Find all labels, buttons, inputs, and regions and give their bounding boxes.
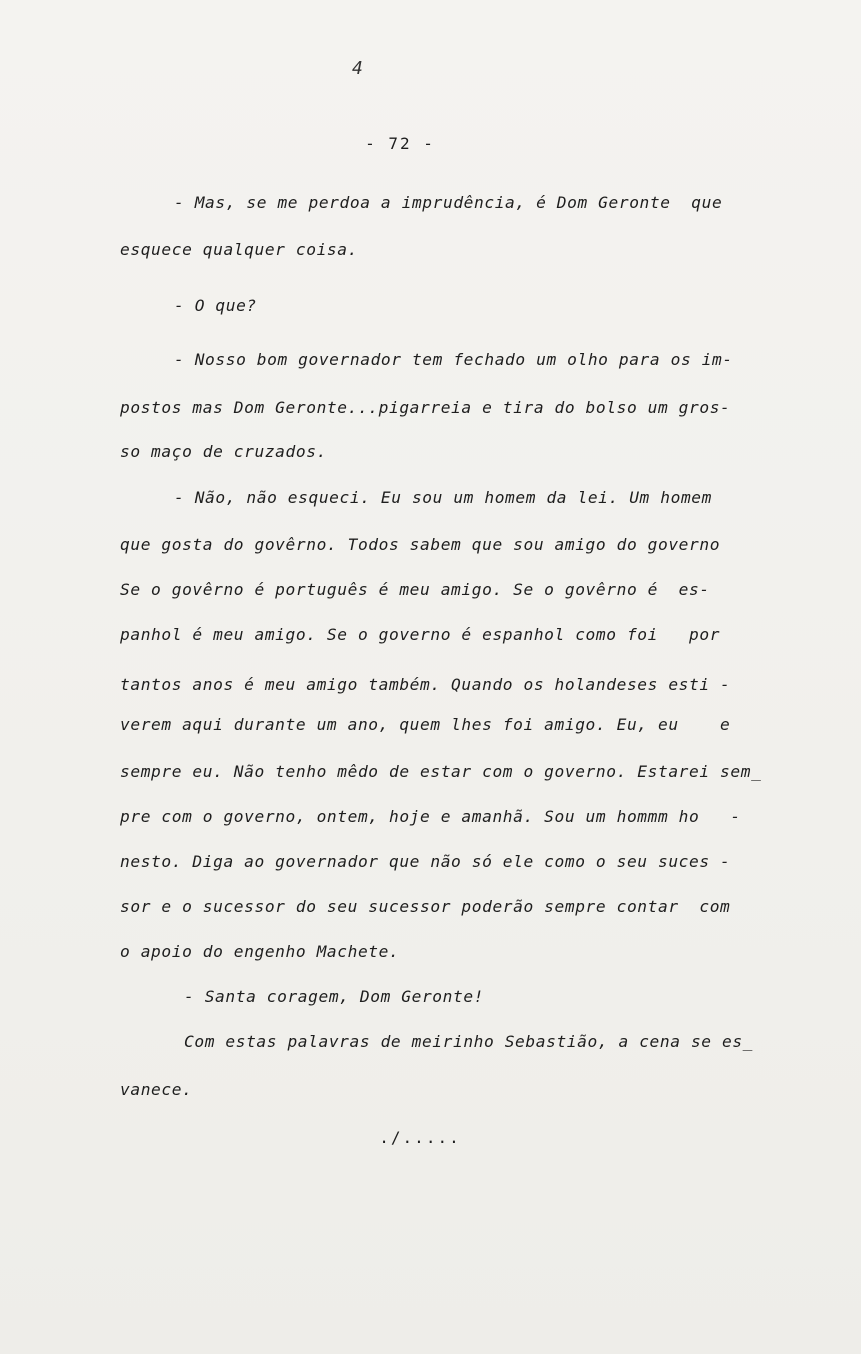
text-line-19: Com estas palavras de meirinho Sebastião, a cena se es_ (184, 1032, 754, 1051)
text-line-5: postos mas Dom Geronte...pigarreia e tira do bolso um gros- (120, 398, 731, 417)
text-line-8: que gosta do govêrno. Todos sabem que sou amigo do governo (120, 535, 721, 554)
text-line-16: sor e o sucessor do seu sucessor poderão sempre contar com (120, 897, 731, 916)
text-line-3: - O que? (174, 296, 257, 315)
text-line-20: vanece. (120, 1080, 193, 1099)
text-line-15: nesto. Diga ao governador que não só ele como o seu suces - (120, 852, 731, 871)
text-line-18: - Santa coragem, Dom Geronte! (184, 987, 485, 1006)
text-line-10: panhol é meu amigo. Se o governo é espanhol como foi por (120, 625, 721, 644)
text-line-11: tantos anos é meu amigo também. Quando os holandeses esti - (120, 675, 731, 694)
page-number: - 72 - (365, 134, 435, 153)
text-line-13: sempre eu. Não tenho mêdo de estar com o governo. Estarei sem_ (120, 762, 762, 781)
text-line-17: o apoio do engenho Machete. (120, 942, 400, 961)
text-line-6: so maço de cruzados. (120, 442, 327, 461)
text-line-14: pre com o governo, ontem, hoje e amanhã. Sou um hommm ho - (120, 807, 741, 826)
text-line-12: verem aqui durante um ano, quem lhes foi amigo. Eu, eu e (120, 715, 731, 734)
text-line-7: - Não, não esqueci. Eu sou um homem da lei. Um homem (174, 488, 712, 507)
text-line-9: Se o govêrno é português é meu amigo. Se o govêrno é es- (120, 580, 710, 599)
text-line-4: - Nosso bom governador tem fechado um olho para os im- (174, 350, 733, 369)
continuation-mark: ./..... (379, 1128, 461, 1147)
text-line-1: - Mas, se me perdoa a imprudência, é Dom Geronte que (174, 193, 723, 212)
text-line-2: esquece qualquer coisa. (120, 240, 358, 259)
corner-handwritten-mark: 4 (352, 58, 363, 79)
